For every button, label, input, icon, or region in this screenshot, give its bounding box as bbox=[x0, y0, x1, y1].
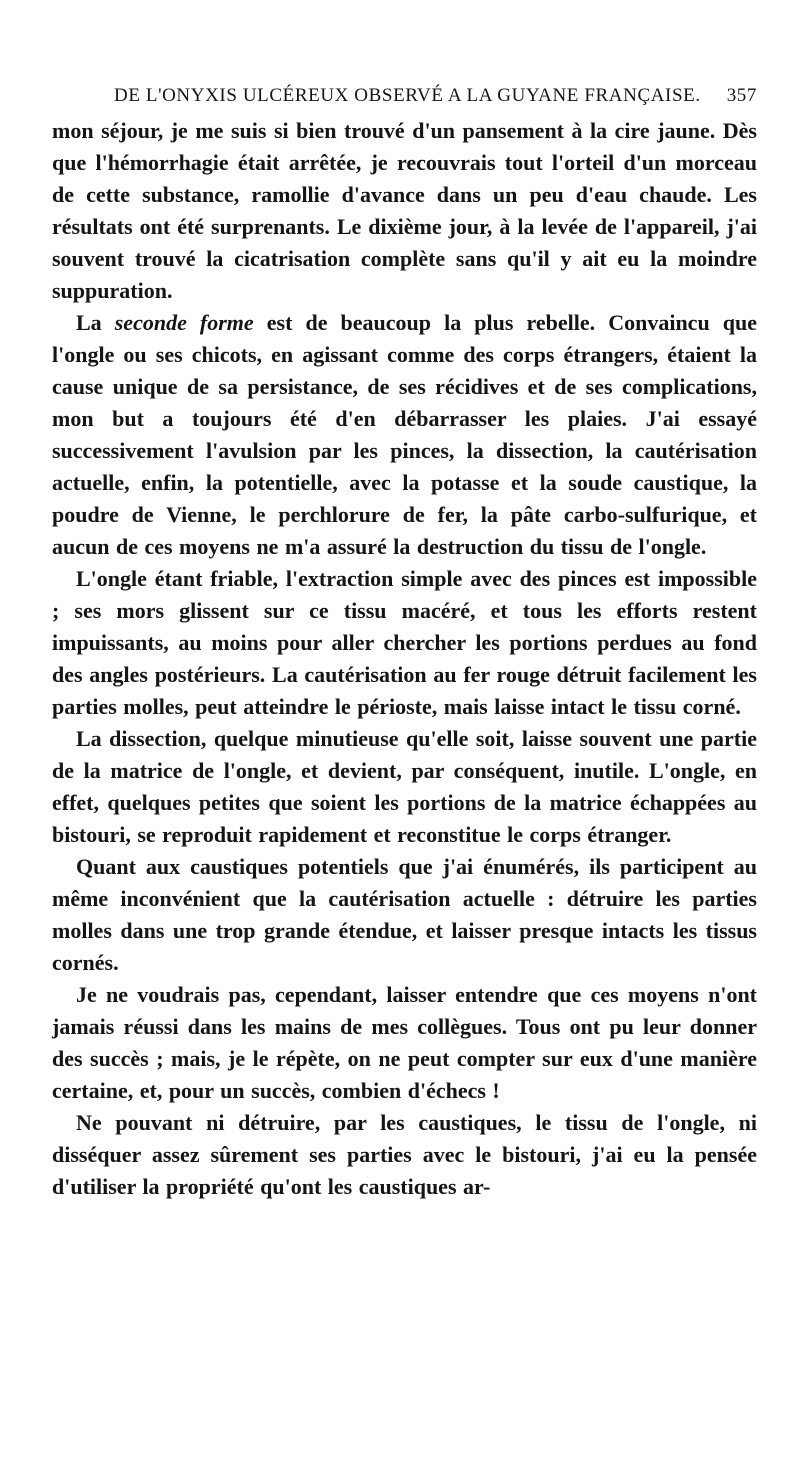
paragraph-2 bbox=[52, 307, 757, 563]
paragraph-6: Je ne voudrais pas, cependant, laisser entendre que ces moyens n'ont jamais réussi dans les mains de mes collègues. Tous ont pu leur donner des succès ; mais, je le répète, on ne peut compter sur eux d'une manière certaine, et, pour un succès, combien d'échecs ! bbox=[52, 982, 757, 1103]
running-header bbox=[52, 85, 757, 115]
paragraph-3: L'ongle étant friable, l'extraction simple avec des pinces est impossible ; ses mors glissent sur ce tissu macéré, et tous les efforts restent impuissants, au moins pour aller chercher les portions perdues au fond des angles postérieurs. La cautérisation au fer rouge détruit facilement les parties molles, peut atteindre le périoste, mais laisse intact le tissu corné. bbox=[52, 566, 757, 719]
paragraph-7: Ne pouvant ni détruire, par les caustiques, le tissu de l'ongle, ni disséquer assez sûrement ses parties avec le bistouri, j'ai eu la pensée d'utiliser la propriété qu'ont les caustiques ar- bbox=[52, 1110, 757, 1199]
paragraph-4: La dissection, quelque minutieuse qu'elle soit, laisse souvent une partie de la matrice de l'ongle, et devient, par conséquent, inutile. L'ongle, en effet, quelques petites que soient les portions de la matrice échappées au bistouri, se reproduit rapidement et reconstitue le corps étranger. bbox=[52, 726, 757, 847]
paragraph-5: Quant aux caustiques potentiels que j'ai énumérés, ils participent au même inconvénient que la cautérisation actuelle : détruire les parties molles dans une trop grande étendue, et laisser presque intacts les tissus cornés. bbox=[52, 854, 757, 975]
paragraph-2-rest: est de beaucoup la plus rebelle. Convaincu que l'ongle ou ses chicots, en agissant comme des corps étrangers, étaient la cause unique de sa persistance, de ses récidives et de ses complications, mon but a toujours été d'en débarrasser les plaies. J'ai essayé successivement l'avulsion par les pinces, la dissection, la cautérisation actuelle, enfin, la potentielle, avec la potasse et la soude caustique, la poudre de Vienne, le perchlorure de fer, la pâte carbo-sulfurique, et aucun de ces moyens ne m'a assuré la destruction du tissu de l'ongle. bbox=[52, 310, 757, 559]
body-text bbox=[52, 115, 757, 1203]
emphasis-seconde-forme: seconde forme bbox=[114, 310, 254, 335]
page-number: 357 bbox=[726, 85, 757, 106]
chapter-title: DE L'ONYXIS ULCÉREUX OBSERVÉ A LA GUYANE FRANÇAISE. bbox=[114, 85, 701, 106]
paragraph-2-lead: La bbox=[76, 310, 115, 335]
paragraph-1: mon séjour, je me suis si bien trouvé d'un pansement à la cire jaune. Dès que l'hémorrhagie était arrêtée, je recouvrais tout l'orteil d'un morceau de cette substance, ramollie d'avance dans un peu d'eau chaude. Les résultats ont été surprenants. Le dixième jour, à la levée de l'appareil, j'ai souvent trouvé la cicatrisation complète sans qu'il y ait eu la moindre suppuration. bbox=[52, 118, 757, 303]
